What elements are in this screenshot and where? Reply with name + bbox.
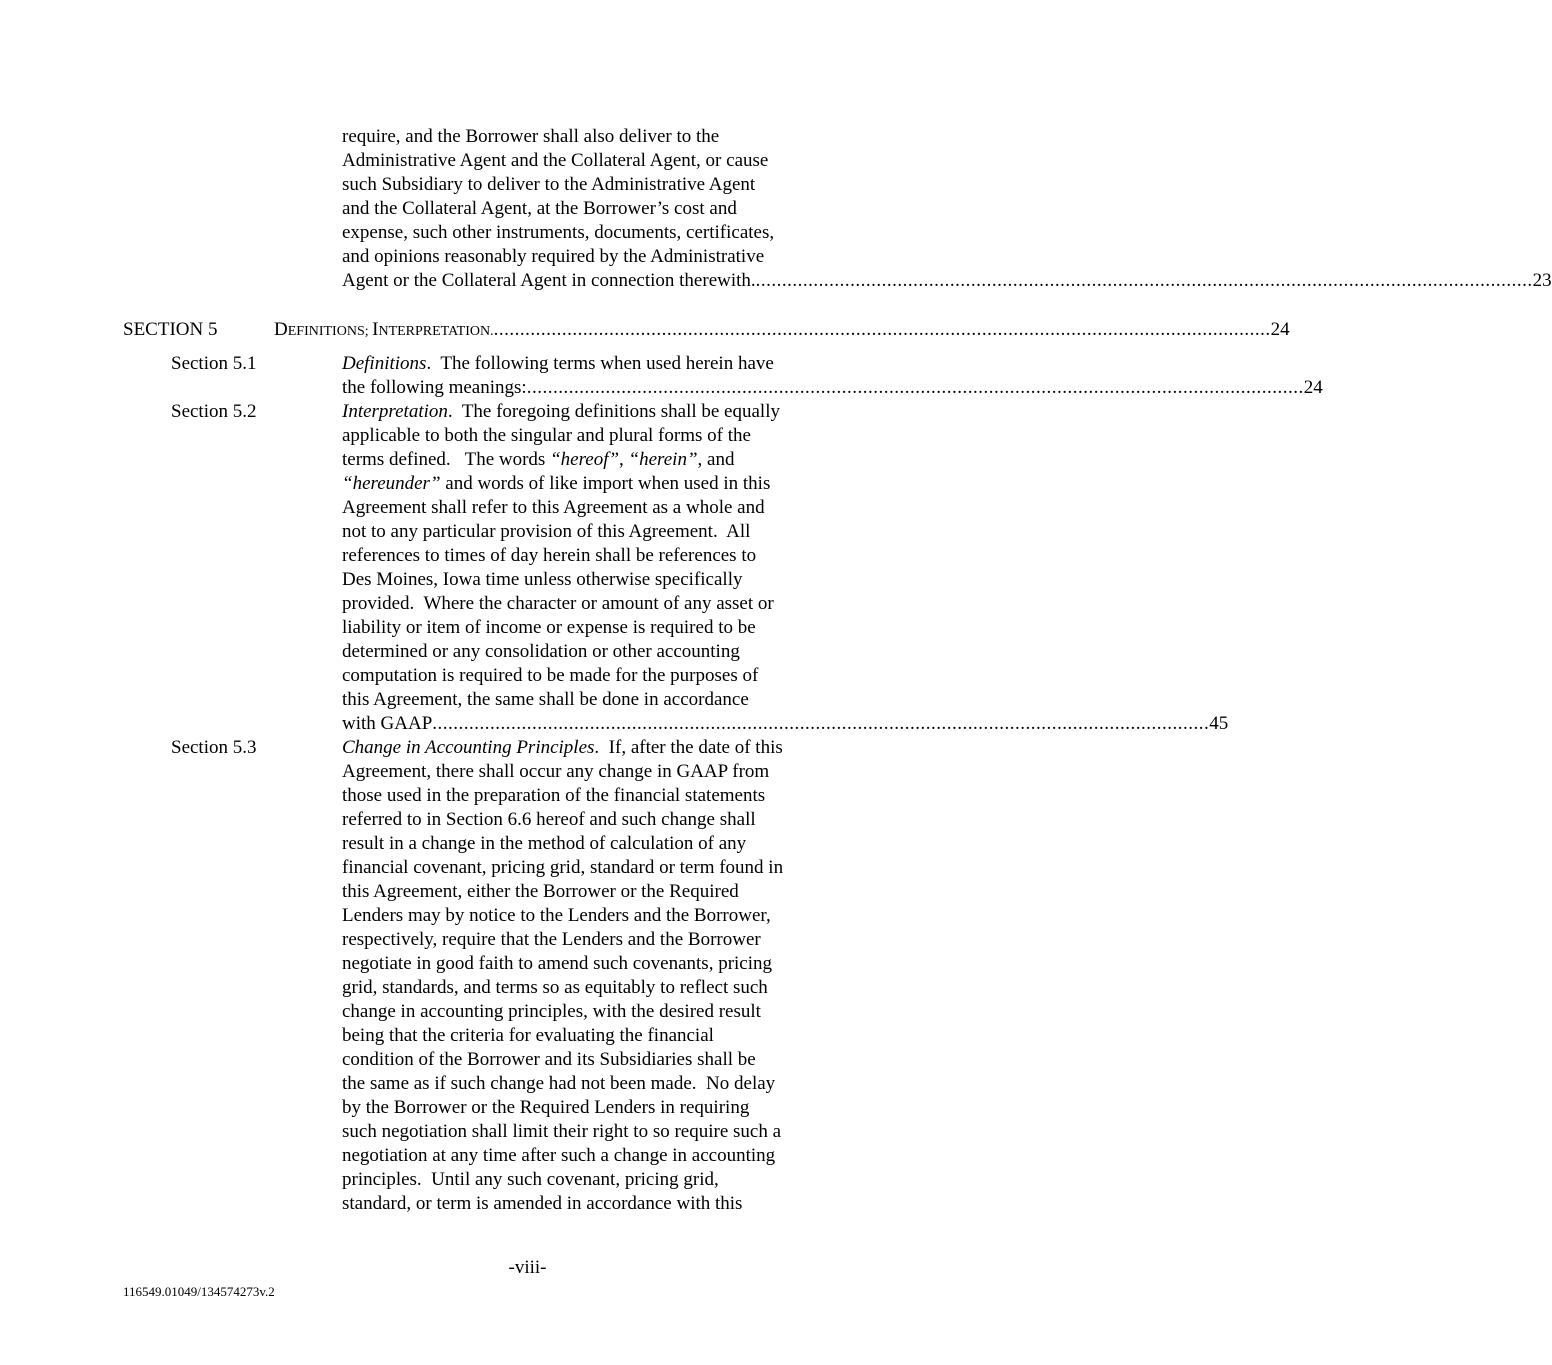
text-line: such negotiation shall limit their right to so require such a [342,1121,782,1142]
text-line: those used in the preparation of the financial statements [342,785,766,806]
text-line: such Subsidiary to deliver to the Administrative Agent [342,174,756,195]
section-label: Section 5.2 [171,401,257,422]
page-number: -viii- [508,1257,547,1278]
text-line: not to any particular provision of this Agreement. All [342,521,751,542]
toc-leader-line [274,318,1290,342]
text-line: the same as if such change had not been made. No delay [342,1073,776,1094]
section-title[interactable]: Interpretation [342,401,448,422]
text-line: Des Moines, Iowa time unless otherwise specifically [342,569,743,590]
dot-leader: .................................................................................................................................................... [755,270,1533,291]
page-reference[interactable]: 45 [1209,713,1229,734]
dot-leader: .................................................................................................................................................... [432,713,1210,734]
text-line: Definitions. The following terms when used herein have [342,353,774,374]
text-line: provided. Where the character or amount of any asset or [342,593,774,614]
text-line: by the Borrower or the Required Lenders in requiring [342,1097,750,1118]
text-line: Agent or the Collateral Agent in connection therewith. [342,270,756,291]
section-label: Section 5.3 [171,737,257,758]
text-line: liability or item of income or expense is required to be [342,617,756,638]
text-line: terms defined. The words “hereof”, “herein”, and [342,449,735,470]
text-line: “hereunder” and words of like import when used in this [342,473,771,494]
text-line: standard, or term is amended in accordance with this [342,1193,743,1214]
text-line: computation is required to be made for the purposes of [342,665,759,686]
text-line: the following meanings: [342,377,527,398]
toc-leader-line [342,269,1552,293]
section-label: SECTION 5 [123,319,218,340]
text-line: financial covenant, pricing grid, standard or term found in [342,857,784,878]
toc-leader-line [342,712,1229,736]
toc-leader-line [342,376,1323,400]
text-line: applicable to both the singular and plural forms of the [342,425,751,446]
page-reference[interactable]: 23 [1532,270,1552,291]
text-line: Change in Accounting Principles. If, after the date of this [342,737,783,758]
section-title[interactable]: Change in Accounting Principles [342,737,595,758]
text-line: principles. Until any such covenant, pricing grid, [342,1169,719,1190]
text-line: condition of the Borrower and its Subsidiaries shall be [342,1049,756,1070]
dot-leader: .................................................................................................................................................... [493,319,1271,340]
text-line: Lenders may by notice to the Lenders and the Borrower, [342,905,771,926]
text-line: negotiate in good faith to amend such covenants, pricing [342,953,773,974]
text-line: Administrative Agent and the Collateral Agent, or cause [342,150,769,171]
text-line: references to times of day herein shall be references to [342,545,757,566]
page-reference[interactable]: 24 [1303,377,1323,398]
text-line: change in accounting principles, with the desired result [342,1001,761,1022]
page-reference[interactable]: 24 [1270,319,1290,340]
text-line: determined or any consolidation or other accounting [342,641,740,662]
text-line: Agreement shall refer to this Agreement as a whole and [342,497,765,518]
section-title[interactable]: DEFINITIONS; INTERPRETATION. [274,319,494,340]
dot-leader: .................................................................................................................................................... [526,377,1304,398]
text-line: grid, standards, and terms so as equitably to reflect such [342,977,768,998]
section-label: Section 5.1 [171,353,257,374]
text-line: being that the criteria for evaluating the financial [342,1025,714,1046]
text-line: Agreement, there shall occur any change in GAAP from [342,761,770,782]
text-line: and opinions reasonably required by the Administrative [342,246,765,267]
text-line: negotiation at any time after such a change in accounting [342,1145,776,1166]
text-line: this Agreement, the same shall be done in accordance [342,689,749,710]
section-title[interactable]: Definitions [342,353,427,374]
text-line: expense, such other instruments, documents, certificates, [342,222,775,243]
text-line: Interpretation. The foregoing definitions shall be equally [342,401,780,422]
text-line: referred to in Section 6.6 hereof and such change shall [342,809,756,830]
document-id: 116549.01049/134574273v.2 [123,1284,275,1299]
text-line: this Agreement, either the Borrower or the Required [342,881,739,902]
text-line: require, and the Borrower shall also deliver to the [342,126,720,147]
text-line: result in a change in the method of calculation of any [342,833,747,854]
text-line: with GAAP [342,713,433,734]
text-line: respectively, require that the Lenders and the Borrower [342,929,761,950]
text-line: and the Collateral Agent, at the Borrower’s cost and [342,198,737,219]
